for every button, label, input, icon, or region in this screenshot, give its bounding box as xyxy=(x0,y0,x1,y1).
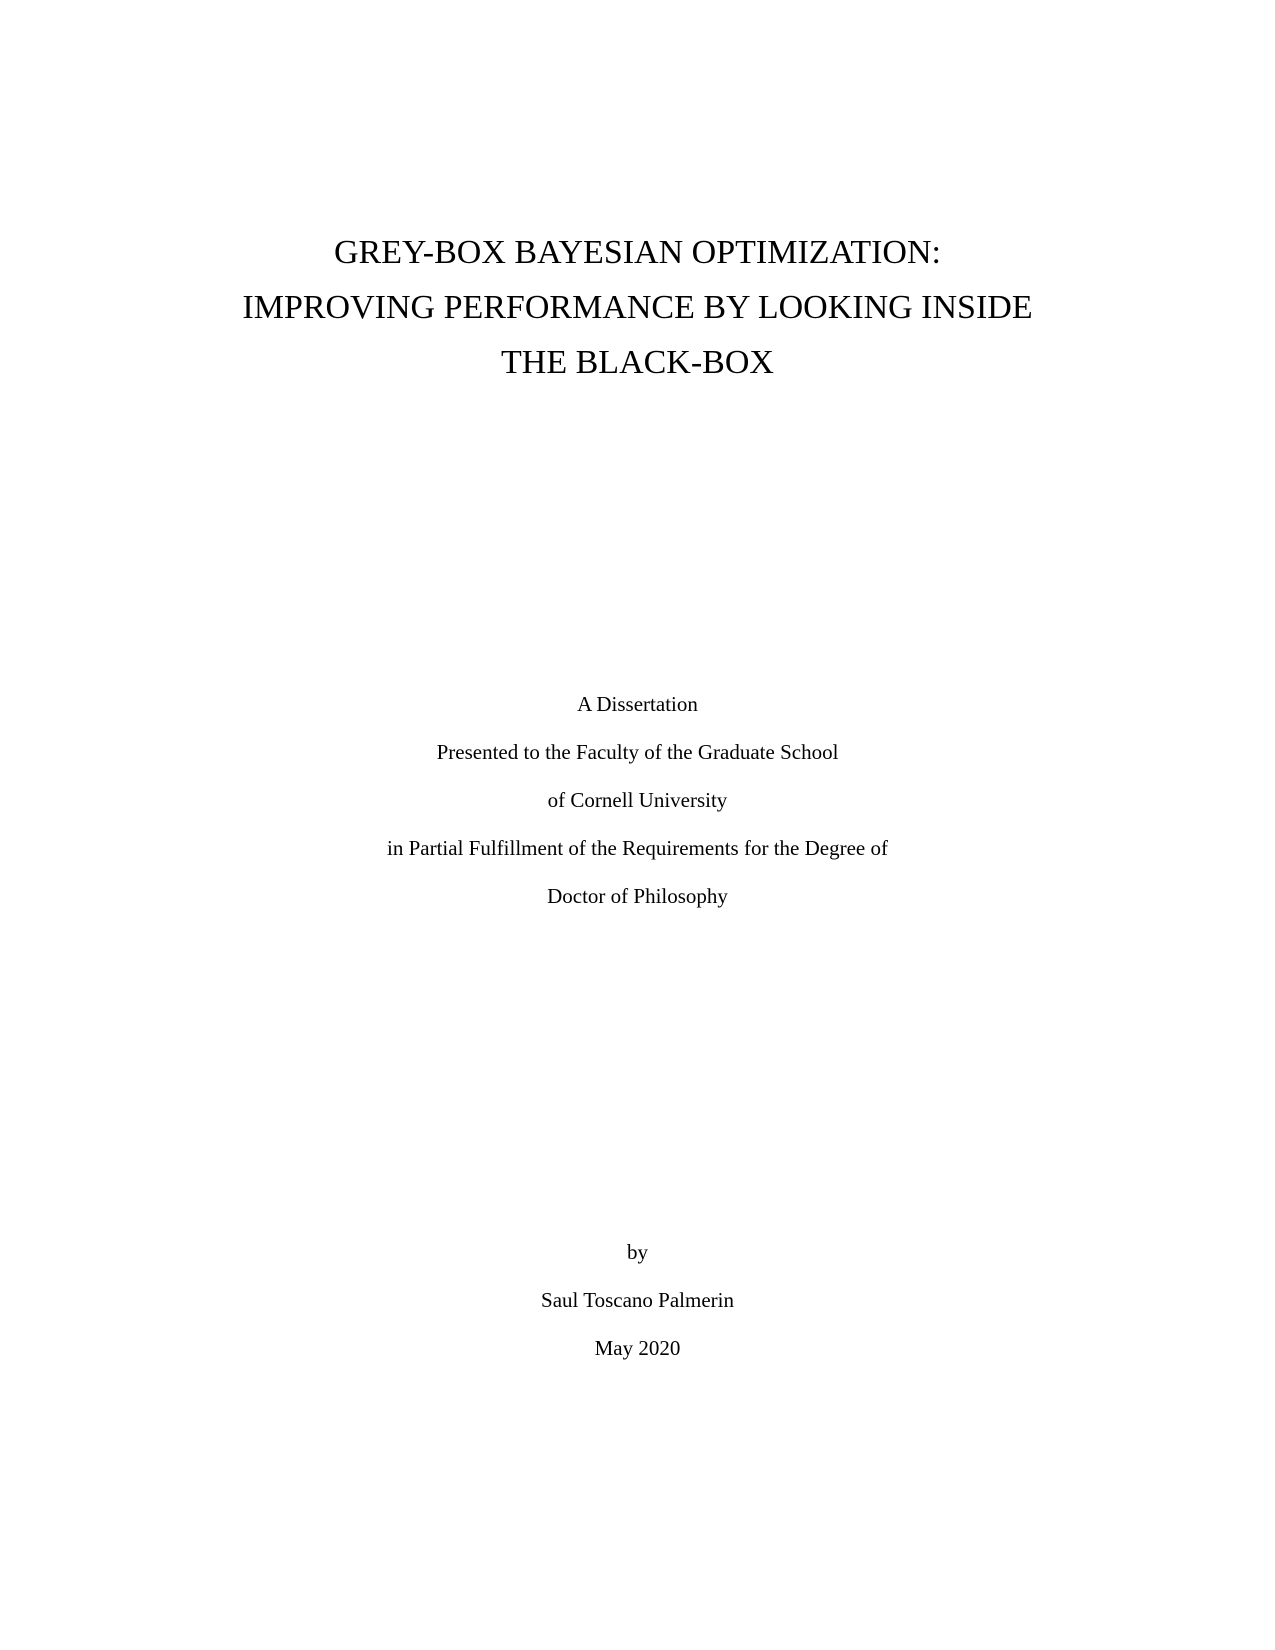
statement-line-5: Doctor of Philosophy xyxy=(547,884,728,908)
author-section xyxy=(0,1228,1275,1372)
statement-line-4: in Partial Fulfillment of the Requirements for the Degree of xyxy=(387,836,888,860)
author-name: Saul Toscano Palmerin xyxy=(541,1288,734,1312)
title-line-3: THE BLACK-BOX xyxy=(501,344,774,381)
title-line-2: IMPROVING PERFORMANCE BY LOOKING INSIDE xyxy=(242,289,1033,326)
statement-line-2: Presented to the Faculty of the Graduate School xyxy=(436,740,839,764)
dissertation-title xyxy=(0,225,1275,390)
degree-statement xyxy=(0,680,1275,920)
statement-line-1: A Dissertation xyxy=(577,692,698,716)
submission-date: May 2020 xyxy=(594,1336,681,1360)
statement-line-3: of Cornell University xyxy=(547,788,728,812)
title-line-1: GREY-BOX BAYESIAN OPTIMIZATION: xyxy=(334,234,941,271)
by-label: by xyxy=(627,1240,648,1264)
